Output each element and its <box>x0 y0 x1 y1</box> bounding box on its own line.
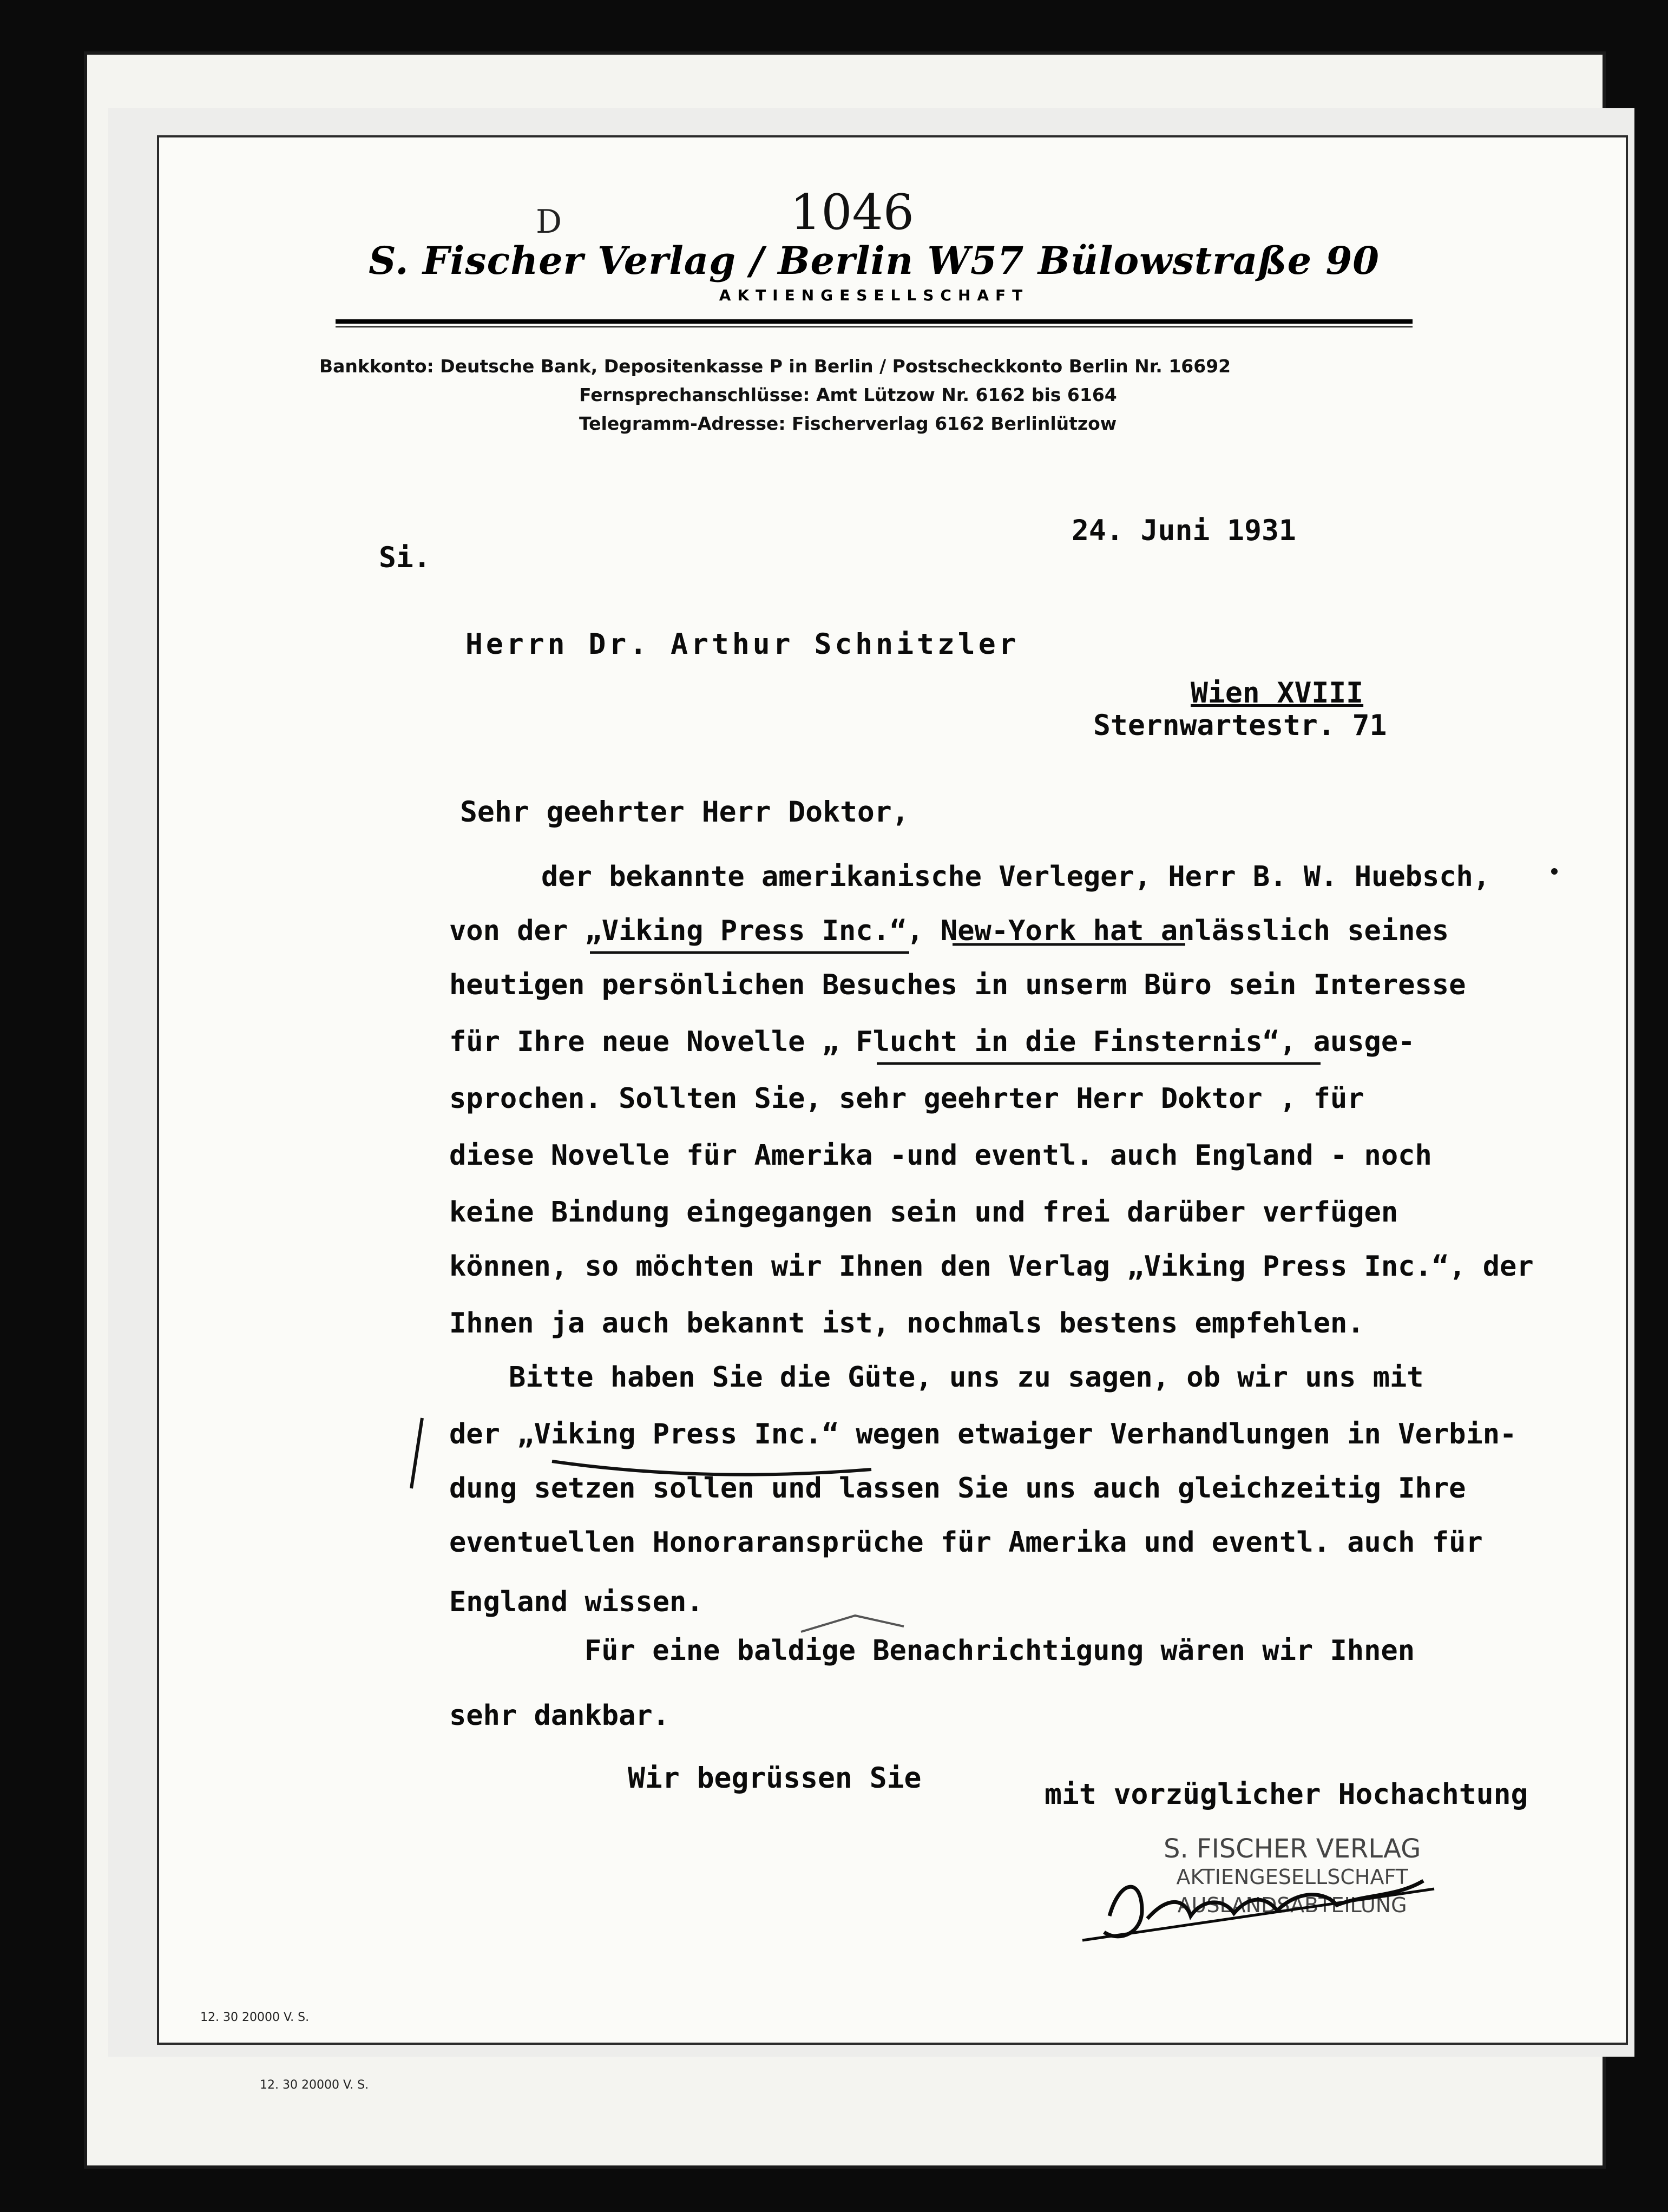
reference-mark: Si. <box>379 541 431 574</box>
recipient-name: Herrn Dr. Arthur Schnitzler <box>465 628 1020 661</box>
body-line: sehr dankbar. <box>449 1699 669 1732</box>
body-line: eventuellen Honoraransprüche für Amerika und eventl. auch für <box>449 1526 1483 1559</box>
letter-date: 24. Juni 1931 <box>1072 514 1296 547</box>
body-line: Ihnen ja auch bekannt ist, nochmals bestens empfehlen. <box>449 1307 1364 1340</box>
body-line: heutigen persönlichen Besuches in unserm Büro sein Interesse <box>449 969 1466 1001</box>
print-code: 12. 30 20000 V. S. <box>200 2011 310 2024</box>
body-line: Bitte haben Sie die Güte, uns zu sagen, ob wir uns mit <box>509 1361 1424 1394</box>
margin-mark <box>411 1418 422 1488</box>
signature <box>1104 1881 1423 1937</box>
salutation: Sehr geehrter Herr Doktor, <box>460 796 909 829</box>
letterhead-subtitle: AKTIENGESELLSCHAFT <box>719 286 1029 304</box>
body-line: für Ihre neue Novelle „ Flucht in die Finsternis“, ausge- <box>449 1026 1415 1058</box>
body-line: der „Viking Press Inc.“ wegen etwaiger Verhandlungen in Verbin- <box>449 1418 1517 1450</box>
body-line: Für eine baldige Benachrichtigung wären wir Ihnen <box>585 1635 1415 1667</box>
margin-dot <box>1551 868 1558 875</box>
recipient-street: Sternwartestr. 71 <box>1093 709 1387 742</box>
print-code: 12. 30 20000 V. S. <box>260 2078 369 2092</box>
recipient-city: Wien XVIII <box>1191 677 1364 710</box>
letterhead-title: S. Fischer Verlag / Berlin W57 Bülowstraße 90 <box>369 238 1380 283</box>
body-line: England wissen. <box>449 1586 704 1618</box>
body-line: sprochen. Sollten Sie, sehr geehrter Herr Doktor , für <box>449 1082 1364 1115</box>
pencil-mark <box>801 1616 904 1632</box>
handwritten-number: 1046 <box>790 184 915 241</box>
stamp-line: AKTIENGESELLSCHAFT <box>1176 1865 1408 1889</box>
underline-mark <box>552 1461 871 1475</box>
closing-greeting: Wir begrüssen Sie <box>628 1762 922 1795</box>
body-line: keine Bindung eingegangen sein und frei darüber verfügen <box>449 1196 1398 1229</box>
signature-underline <box>1082 1889 1434 1940</box>
contact-bank: Bankkonto: Deutsche Bank, Depositenkasse P in Berlin / Postscheckkonto Berlin Nr. 16692 <box>319 356 1231 377</box>
body-line: können, so möchten wir Ihnen den Verlag „Viking Press Inc.“, der <box>449 1250 1534 1283</box>
closing-regards: mit vorzüglicher Hochachtung <box>1045 1778 1528 1811</box>
stamp-line: S. FISCHER VERLAG <box>1164 1834 1421 1864</box>
body-line: diese Novelle für Amerika -und eventl. auch England - noch <box>449 1139 1432 1172</box>
body-line: der bekannte amerikanische Verleger, Herr B. W. Huebsch, <box>541 861 1490 893</box>
stamp-line: AUSLANDSABTEILUNG <box>1177 1893 1407 1917</box>
body-line: von der „Viking Press Inc.“, New-York hat anlässlich seines <box>449 915 1449 947</box>
handwritten-mark: D <box>536 203 562 241</box>
contact-phone: Fernsprechanschlüsse: Amt Lützow Nr. 6162 bis 6164 <box>579 384 1117 405</box>
contact-telegram: Telegramm-Adresse: Fischerverlag 6162 Berlinlützow <box>579 413 1117 434</box>
body-line: dung setzen sollen und lassen Sie uns auch gleichzeitig Ihre <box>449 1472 1466 1505</box>
